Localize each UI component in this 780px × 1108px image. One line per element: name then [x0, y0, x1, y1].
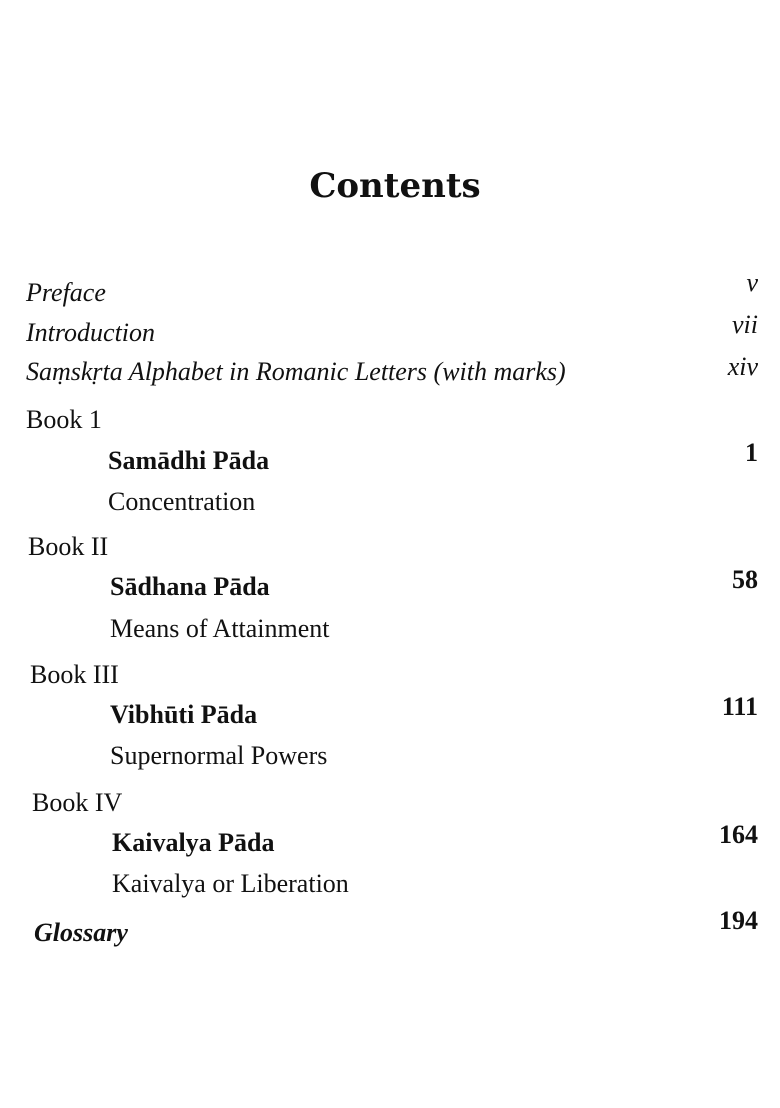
toc-book-3: Book III: [30, 660, 119, 689]
toc-page-samadhi: 1: [745, 438, 758, 467]
toc-entry-introduction: Introduction: [26, 318, 156, 347]
toc-page-introduction: vii: [732, 310, 758, 339]
toc-entry-alphabet: Saṃskṛta Alphabet in Romanic Letters (with marks): [26, 357, 566, 386]
toc-entry-preface: Preface: [26, 278, 106, 307]
toc-page-preface: v: [746, 268, 758, 297]
toc-page-sadhana: 58: [732, 565, 758, 594]
toc-subtitle-means: Means of Attainment: [110, 614, 330, 643]
toc-subtitle-powers: Supernormal Powers: [110, 741, 328, 770]
toc-entry-vibhuti: Vibhūti Pāda: [110, 700, 258, 729]
toc-book-1: Book 1: [26, 405, 102, 434]
toc-entry-sadhana: Sādhana Pāda: [110, 572, 270, 601]
toc-subtitle-liberation: Kaivalya or Liberation: [112, 869, 349, 898]
page-title: Contents: [309, 166, 481, 206]
toc-subtitle-concentration: Concentration: [108, 487, 256, 516]
toc-book-2: Book II: [28, 532, 109, 561]
toc-page-alphabet: xiv: [727, 352, 758, 381]
toc-page-kaivalya: 164: [719, 820, 758, 849]
toc-entry-glossary: Glossary: [34, 918, 128, 947]
toc-page-glossary: 194: [719, 906, 758, 935]
toc-entry-samadhi: Samādhi Pāda: [108, 446, 270, 475]
toc-entry-kaivalya: Kaivalya Pāda: [112, 828, 275, 857]
toc-page-vibhuti: 111: [721, 692, 758, 721]
toc-book-4: Book IV: [32, 788, 123, 817]
